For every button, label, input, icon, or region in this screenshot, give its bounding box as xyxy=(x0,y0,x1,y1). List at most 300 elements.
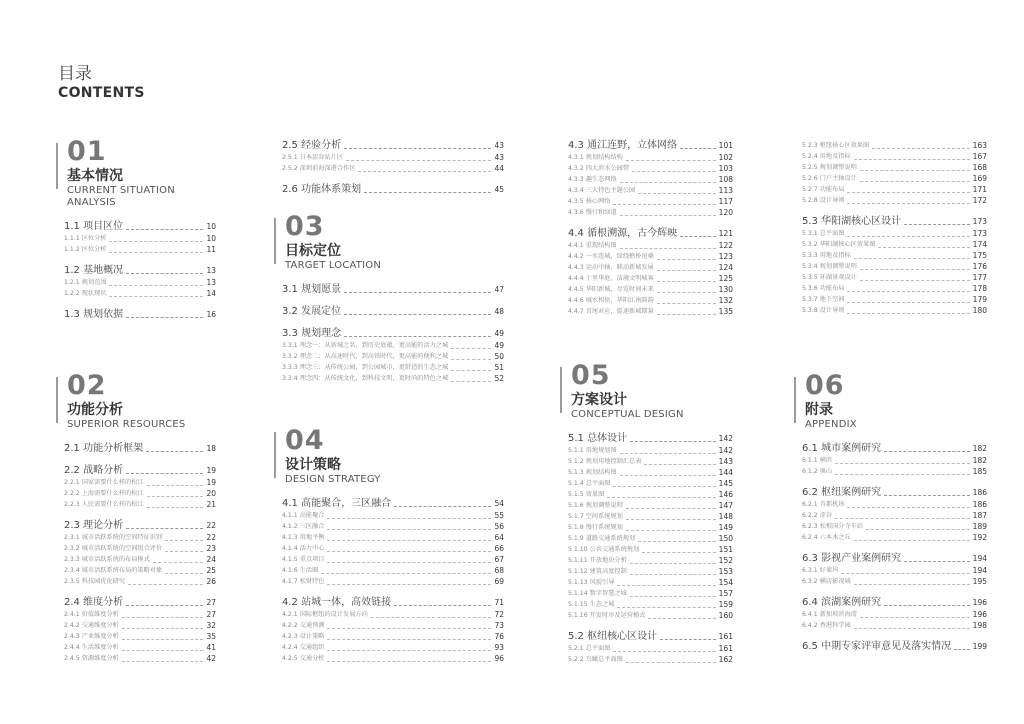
toc-subsection-entry[interactable] xyxy=(802,140,987,151)
page-number: 10 xyxy=(206,222,216,231)
toc-subsection-entry[interactable] xyxy=(282,631,504,642)
page-number: 32 xyxy=(206,621,216,630)
page-number: 69 xyxy=(494,577,504,586)
dotted-leader xyxy=(109,285,203,286)
page-number: 54 xyxy=(494,499,504,508)
page-number: 182 xyxy=(972,444,987,453)
toc-subsection-entry[interactable] xyxy=(802,609,987,620)
dotted-leader xyxy=(327,540,491,541)
entry-label: 5.2 枢纽核心区设计 xyxy=(568,631,658,642)
spacer xyxy=(568,218,733,227)
entry-label: 3.3.2 理念二：从高速时代，到高铁时代，更高能的便利之城 xyxy=(282,353,449,360)
dotted-leader xyxy=(122,650,204,651)
toc-subsection-entry[interactable] xyxy=(282,521,504,532)
toc-subsection-entry[interactable] xyxy=(568,196,733,207)
page-number: 56 xyxy=(494,522,504,531)
dotted-leader xyxy=(451,370,491,371)
entry-label: 5.2.8 设计导则 xyxy=(802,197,845,204)
dotted-leader xyxy=(620,215,716,216)
dotted-leader xyxy=(607,497,715,498)
dotted-leader xyxy=(620,182,716,183)
page-number: 175 xyxy=(972,251,987,260)
page-number: 163 xyxy=(972,141,987,150)
page-number: 73 xyxy=(494,621,504,630)
toc-subsection-entry[interactable] xyxy=(568,478,733,489)
page-number: 50 xyxy=(494,352,504,361)
toc-subsection-entry[interactable] xyxy=(568,577,733,588)
page-number: 176 xyxy=(972,262,987,271)
toc-section-entry[interactable] xyxy=(282,284,504,296)
entry-label: 6.4.1 新加坡滨海湾 xyxy=(802,611,857,618)
toc-subsection-entry[interactable] xyxy=(282,642,504,653)
entry-label: 5.3.2 华阳湖核心区效果图 xyxy=(802,241,876,248)
toc-section-entry[interactable] xyxy=(282,597,504,609)
page-number: 174 xyxy=(972,240,987,249)
page-number: 178 xyxy=(972,284,987,293)
page-number: 185 xyxy=(972,467,987,476)
dotted-leader xyxy=(346,160,491,161)
entry-label: 6.3.1 好莱坞 xyxy=(802,567,839,574)
toc-subsection-entry[interactable] xyxy=(568,522,733,533)
chapter-title-en: SUPERIOR RESOURCES xyxy=(67,419,186,430)
toc-subsection-entry[interactable] xyxy=(282,163,504,174)
dotted-leader xyxy=(626,519,716,520)
spacer xyxy=(64,455,216,464)
entry-label: 5.3.8 设计导则 xyxy=(802,307,845,314)
entry-label: 5.1.2 规划用地控制汇总表 xyxy=(568,458,642,465)
toc-section-entry[interactable] xyxy=(802,443,987,455)
page-number: 21 xyxy=(206,500,216,509)
dotted-leader xyxy=(327,562,491,563)
toc-subsection-entry[interactable] xyxy=(282,653,504,664)
toc-subsection-entry[interactable] xyxy=(568,240,733,251)
spacer xyxy=(282,296,504,305)
toc-subsection-entry[interactable] xyxy=(568,544,733,555)
toc-subsection-entry[interactable] xyxy=(802,521,987,532)
toc-section-entry[interactable] xyxy=(282,498,504,510)
toc-subsection-entry[interactable] xyxy=(568,445,733,456)
entry-label: 5.1.11 开放地块分析 xyxy=(568,557,627,564)
dotted-leader xyxy=(680,236,716,237)
entry-label: 5.3.4 规划调整说明 xyxy=(802,263,857,270)
toc-section-entry[interactable] xyxy=(802,553,987,565)
toc-section-entry[interactable] xyxy=(64,465,216,477)
toc-subsection-entry[interactable] xyxy=(64,543,216,554)
page-number: 194 xyxy=(972,554,987,563)
chapter-title: 附录 xyxy=(805,402,833,418)
toc-subsection-entry[interactable] xyxy=(64,488,216,499)
toc-subsection-entry[interactable] xyxy=(568,500,733,511)
toc-subsection-entry[interactable] xyxy=(64,576,216,587)
page-number: 117 xyxy=(718,197,733,206)
toc-subsection-entry[interactable] xyxy=(802,173,987,184)
dotted-leader xyxy=(371,617,492,618)
toc-subsection-entry[interactable] xyxy=(568,306,733,317)
toc-subsection-entry[interactable] xyxy=(64,653,216,664)
page-number: 13 xyxy=(206,266,216,275)
page-number: 160 xyxy=(718,611,733,620)
entry-label: 5.2.7 功能布局 xyxy=(802,186,845,193)
page-number: 41 xyxy=(206,643,216,652)
toc-subsection-entry[interactable] xyxy=(64,620,216,631)
page-number: 187 xyxy=(972,511,987,520)
entry-label: 6.5 中期专家评审意见及落实情况 xyxy=(802,641,952,652)
page-number: 52 xyxy=(494,374,504,383)
toc-subsection-entry[interactable] xyxy=(802,228,987,239)
toc-subsection-entry[interactable] xyxy=(568,295,733,306)
toc-section-entry[interactable] xyxy=(64,309,216,321)
toc-block xyxy=(802,372,987,653)
page-number: 49 xyxy=(494,329,504,338)
dotted-leader xyxy=(657,303,716,304)
page-number: 153 xyxy=(718,567,733,576)
toc-subsection-entry[interactable] xyxy=(568,185,733,196)
toc-section-entry[interactable] xyxy=(568,228,733,240)
page-number: 173 xyxy=(972,217,987,226)
entry-label: 1.1.1 区位分析 xyxy=(64,235,107,242)
page-number: 19 xyxy=(206,478,216,487)
toc-subsection-entry[interactable] xyxy=(802,283,987,294)
page-number: 14 xyxy=(206,289,216,298)
toc-subsection-entry[interactable] xyxy=(282,609,504,620)
toc-subsection-entry[interactable] xyxy=(802,565,987,576)
entry-label: 6.2.3 松根国分寺车站 xyxy=(802,523,864,530)
entry-label: 5.1.16 开发时序及运营模式 xyxy=(568,612,646,619)
toc-section-entry[interactable] xyxy=(568,140,733,152)
entry-label: 3.1 规划愿景 xyxy=(282,284,342,295)
page-number: 150 xyxy=(718,534,733,543)
page-number: 179 xyxy=(972,295,987,304)
toc-subsection-entry[interactable] xyxy=(802,184,987,195)
toc-subsection-entry[interactable] xyxy=(282,510,504,521)
entry-label: 4.4.7 首尾对应，提速新城期量 xyxy=(568,308,654,315)
page-number: 168 xyxy=(972,163,987,172)
dotted-leader xyxy=(878,247,969,248)
toc-subsection-entry[interactable] xyxy=(802,576,987,587)
toc-subsection-entry[interactable] xyxy=(802,510,987,521)
toc-subsection-entry[interactable] xyxy=(802,250,987,261)
dotted-leader xyxy=(847,291,969,292)
entry-label: 2.5.1 日本涩谷站片区 xyxy=(282,154,344,161)
toc-section-entry[interactable] xyxy=(802,487,987,499)
toc-subsection-entry[interactable] xyxy=(802,261,987,272)
toc-section-entry[interactable] xyxy=(64,597,216,609)
toc-subsection-entry[interactable] xyxy=(568,643,733,654)
toc-section-entry[interactable] xyxy=(568,631,733,643)
toc-section-entry[interactable] xyxy=(282,184,504,196)
entry-label: 1.1.2 区位分析 xyxy=(64,246,107,253)
page-number: 142 xyxy=(718,446,733,455)
entry-label: 4.2 站城一体，高效链接 xyxy=(282,597,392,608)
page-number: 125 xyxy=(718,274,733,283)
toc-subsection-entry[interactable] xyxy=(282,351,504,362)
dotted-leader xyxy=(835,474,970,475)
entry-label: 6.1.1 横滨 xyxy=(802,457,833,464)
page-number: 25 xyxy=(206,566,216,575)
toc-subsection-entry[interactable] xyxy=(802,455,987,466)
page-number: 35 xyxy=(206,632,216,641)
dotted-leader xyxy=(630,574,716,575)
page-number: 151 xyxy=(718,545,733,554)
toc-subsection-entry[interactable] xyxy=(64,477,216,488)
entry-label: 5.2.1 总平面图 xyxy=(568,645,611,652)
page-number: 51 xyxy=(494,363,504,372)
toc-section-entry[interactable] xyxy=(64,265,216,277)
toc-subsection-entry[interactable] xyxy=(282,373,504,384)
page-number: 173 xyxy=(972,229,987,238)
toc-block xyxy=(568,140,733,317)
toc-subsection-entry[interactable] xyxy=(802,162,987,173)
entry-label: 3.3.3 理念三：从传统公园，到公园城市，更舒适的生态之城 xyxy=(282,364,449,371)
toc-section-entry[interactable] xyxy=(64,443,216,455)
toc-subsection-entry[interactable] xyxy=(802,620,987,631)
chapter-title-en: CONCEPTUAL DESIGN xyxy=(571,409,684,420)
dotted-leader xyxy=(327,650,491,651)
page-number: 132 xyxy=(718,296,733,305)
page-number: 177 xyxy=(972,273,987,282)
spacer xyxy=(802,206,987,215)
page-number: 55 xyxy=(494,511,504,520)
entry-label: 4.1.5 重点项目 xyxy=(282,556,325,563)
toc-subsection-entry[interactable] xyxy=(568,566,733,577)
entry-label: 4.4.4 十里华庭，洁境文明城客 xyxy=(568,275,654,282)
entry-label: 2.4.5 资源维度分析 xyxy=(64,655,119,662)
toc-subsection-entry[interactable] xyxy=(802,151,987,162)
entry-label: 5.3 华阳湖核心区设计 xyxy=(802,216,902,227)
toc-subsection-entry[interactable] xyxy=(282,576,504,587)
entry-label: 2.3.5 科技园优化研究 xyxy=(64,578,126,585)
entry-label: 6.1 城市案例研究 xyxy=(802,443,882,454)
toc-subsection-entry[interactable] xyxy=(568,599,733,610)
toc-subsection-entry[interactable] xyxy=(64,631,216,642)
entry-label: 6.2 枢纽案例研究 xyxy=(802,487,882,498)
toc-subsection-entry[interactable] xyxy=(64,532,216,543)
toc-subsection-entry[interactable] xyxy=(64,244,216,255)
page-number: 48 xyxy=(494,307,504,316)
dotted-leader xyxy=(617,585,715,586)
entry-label: 4.4.6 城水相依，华阳江南韵韵 xyxy=(568,297,654,304)
entry-label: 2.4.2 交通维度分析 xyxy=(64,622,119,629)
spacer xyxy=(282,587,504,596)
entry-label: 4.4.2 一水连城，绿绕橹桥沧桑 xyxy=(568,253,654,260)
dotted-leader xyxy=(165,551,203,552)
entry-label: 2.3.4 城市活跃系统布局的策略对象 xyxy=(64,567,163,574)
entry-label: 1.1 项目区位 xyxy=(64,221,124,232)
dotted-leader xyxy=(613,651,715,652)
toc-subsection-entry[interactable] xyxy=(802,195,987,206)
dotted-leader xyxy=(122,617,204,618)
toc-subsection-entry[interactable] xyxy=(802,499,987,510)
toc-subsection-entry[interactable] xyxy=(568,152,733,163)
dotted-leader xyxy=(620,453,716,454)
entry-label: 2.3.3 城市活跃系统的布局模式 xyxy=(64,556,150,563)
toc-subsection-entry[interactable] xyxy=(802,239,987,250)
page-number: 23 xyxy=(206,544,216,553)
entry-label: 6.4 滨湖案例研究 xyxy=(802,597,882,608)
toc-subsection-entry[interactable] xyxy=(568,489,733,500)
dotted-leader xyxy=(327,518,491,519)
page-number: 120 xyxy=(718,208,733,217)
chapter-number: 03 xyxy=(285,211,325,242)
entry-label: 2.2.3 人民需要什么样的松江 xyxy=(64,501,144,508)
dotted-leader xyxy=(847,192,969,193)
toc-section-entry[interactable] xyxy=(64,520,216,532)
spacer xyxy=(802,631,987,640)
toc-block xyxy=(568,362,733,665)
toc-subsection-entry[interactable] xyxy=(282,362,504,373)
dotted-leader xyxy=(847,203,969,204)
toc-subsection-entry[interactable] xyxy=(568,511,733,522)
toc-section-entry[interactable] xyxy=(282,328,504,340)
dotted-leader xyxy=(344,148,491,149)
chapter-title-en: CURRENT SITUATION ANALYSIS xyxy=(67,185,175,208)
toc-subsection-entry[interactable] xyxy=(568,456,733,467)
toc-subsection-entry[interactable] xyxy=(64,609,216,620)
page-number: 93 xyxy=(494,643,504,652)
toc-subsection-entry[interactable] xyxy=(568,533,733,544)
toc-subsection-entry[interactable] xyxy=(282,565,504,576)
dotted-leader xyxy=(126,273,203,274)
toc-subsection-entry[interactable] xyxy=(568,610,733,621)
entry-label: 5.3.1 总平面图 xyxy=(802,230,845,237)
page-number: 146 xyxy=(718,490,733,499)
page-number: 196 xyxy=(972,598,987,607)
dotted-leader xyxy=(620,248,716,249)
dotted-leader xyxy=(847,507,969,508)
entry-label: 2.2 战略分析 xyxy=(64,465,124,476)
toc-subsection-entry[interactable] xyxy=(568,163,733,174)
chapter-number: 01 xyxy=(67,136,107,167)
toc-subsection-entry[interactable] xyxy=(64,565,216,576)
toc-subsection-entry[interactable] xyxy=(64,642,216,653)
entry-label: 5.1.10 公共交通系统规划 xyxy=(568,546,640,553)
toc-subsection-entry[interactable] xyxy=(64,288,216,299)
entry-label: 2.2.1 国家需要什么样的松江 xyxy=(64,479,144,486)
toc-subsection-entry[interactable] xyxy=(282,152,504,163)
chapter-number: 05 xyxy=(571,360,611,391)
toc-subsection-entry[interactable] xyxy=(282,620,504,631)
dotted-leader xyxy=(626,508,716,509)
page-number: 198 xyxy=(972,621,987,630)
toc-subsection-entry[interactable] xyxy=(568,251,733,262)
dotted-leader xyxy=(126,317,203,318)
toc-subsection-entry[interactable] xyxy=(64,499,216,510)
page-number: 147 xyxy=(718,501,733,510)
chapter-title-en: DESIGN STRATEGY xyxy=(285,474,381,485)
page-number: 161 xyxy=(718,632,733,641)
chapter-title: 方案设计 xyxy=(571,392,627,408)
entry-label: 4.2.1 国际枢纽的设计发展方向 xyxy=(282,611,368,618)
toc-subsection-entry[interactable] xyxy=(802,532,987,543)
chapter-heading xyxy=(568,362,733,421)
toc-subsection-entry[interactable] xyxy=(282,554,504,565)
dotted-leader xyxy=(904,224,970,225)
page-number: 101 xyxy=(718,141,733,150)
dotted-leader xyxy=(147,507,204,508)
entry-label: 5.1 总体设计 xyxy=(568,433,628,444)
toc-subsection-entry[interactable] xyxy=(568,207,733,218)
toc-subsection-entry[interactable] xyxy=(568,273,733,284)
dotted-leader xyxy=(904,561,970,562)
toc-subsection-entry[interactable] xyxy=(282,532,504,543)
entry-label: 4.2.3 设计策略 xyxy=(282,633,325,640)
dotted-leader xyxy=(344,336,491,337)
toc-subsection-entry[interactable] xyxy=(568,588,733,599)
toc-subsection-entry[interactable] xyxy=(282,543,504,554)
entry-label: 4.3.1 规划结构结构 xyxy=(568,154,623,161)
dotted-leader xyxy=(884,451,970,452)
dotted-leader xyxy=(153,562,204,563)
entry-label: 3.3.4 理念四：从传统文化，到科技文明，更时尚的特色之城 xyxy=(282,375,449,382)
toc-subsection-entry[interactable] xyxy=(568,467,733,478)
toc-subsection-entry[interactable] xyxy=(282,340,504,351)
page-number: 76 xyxy=(494,632,504,641)
toc-subsection-entry[interactable] xyxy=(802,272,987,283)
toc-subsection-entry[interactable] xyxy=(64,554,216,565)
toc-subsection-entry[interactable] xyxy=(64,233,216,244)
toc-section-entry[interactable] xyxy=(282,140,504,152)
page-number: 11 xyxy=(206,245,216,254)
dotted-leader xyxy=(872,148,969,149)
page-number: 71 xyxy=(494,598,504,607)
toc-subsection-entry[interactable] xyxy=(802,466,987,477)
page-number: 102 xyxy=(718,153,733,162)
page-number: 122 xyxy=(718,241,733,250)
entry-label: 3.3 规划理念 xyxy=(282,328,342,339)
dotted-leader xyxy=(122,661,204,662)
spacer xyxy=(64,510,216,519)
page-number: 196 xyxy=(972,610,987,619)
page-number: 167 xyxy=(972,152,987,161)
toc-section-entry[interactable] xyxy=(802,597,987,609)
dotted-leader xyxy=(680,148,716,149)
dotted-leader xyxy=(860,269,970,270)
spacer xyxy=(802,587,987,596)
entry-label: 4.3.2 四大滨水公园带 xyxy=(568,165,630,172)
toc-subsection-entry[interactable] xyxy=(802,305,987,316)
entry-label: 4.4.5 华阳新城，尽览时间未来 xyxy=(568,286,654,293)
page-number: 108 xyxy=(718,175,733,184)
toc-subsection-entry[interactable] xyxy=(568,262,733,273)
toc-section-entry[interactable] xyxy=(282,306,504,318)
dotted-leader xyxy=(657,270,716,271)
toc-subsection-entry[interactable] xyxy=(568,284,733,295)
toc-section-entry[interactable] xyxy=(802,216,987,228)
toc-section-entry[interactable] xyxy=(64,221,216,233)
page-number: 157 xyxy=(718,589,733,598)
entry-label: 5.2.3 枢纽核心区效果图 xyxy=(802,142,870,149)
chapter-heading xyxy=(64,372,216,431)
toc-section-entry[interactable] xyxy=(568,433,733,445)
entry-label: 4.2.5 交通分析 xyxy=(282,655,325,662)
dotted-leader xyxy=(835,518,970,519)
toc-section-entry[interactable] xyxy=(802,641,987,653)
toc-subsection-entry[interactable] xyxy=(568,555,733,566)
spacer xyxy=(282,174,504,183)
toc-subsection-entry[interactable] xyxy=(64,277,216,288)
page-number: 199 xyxy=(972,642,987,651)
entry-label: 4.3.6 慢行和绿道 xyxy=(568,209,617,216)
entry-label: 1.2 基地概况 xyxy=(64,265,124,276)
dotted-leader xyxy=(860,170,970,171)
toc-subsection-entry[interactable] xyxy=(568,654,733,665)
toc-subsection-entry[interactable] xyxy=(568,174,733,185)
dotted-leader xyxy=(632,171,716,172)
entry-label: 5.1.14 数字智慧之城 xyxy=(568,590,627,597)
page-number: 113 xyxy=(718,186,733,195)
dotted-leader xyxy=(344,314,491,315)
toc-subsection-entry[interactable] xyxy=(802,294,987,305)
